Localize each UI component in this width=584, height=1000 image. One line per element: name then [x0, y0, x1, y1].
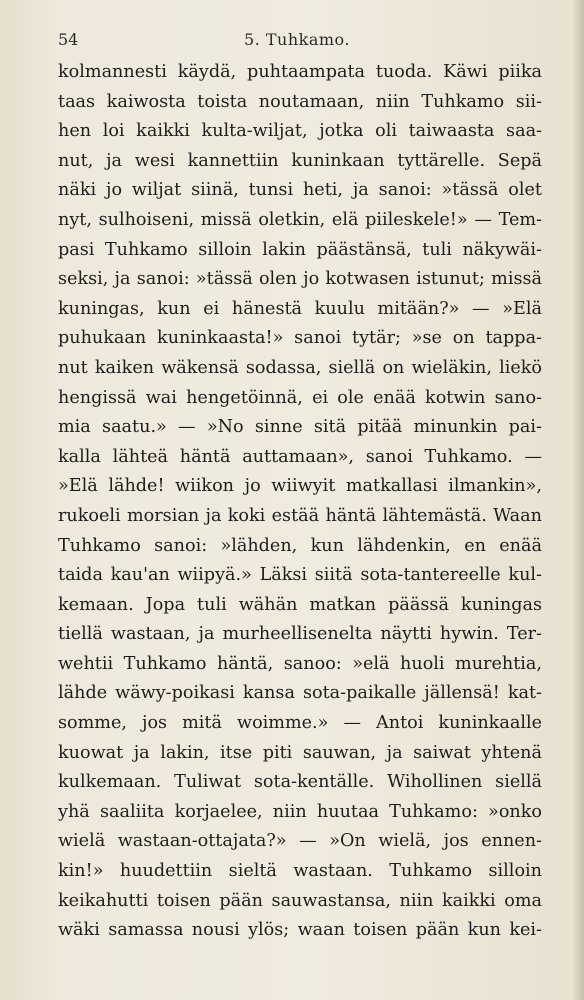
- text-line: rukoeli morsian ja koki estää häntä lähtemästä. Waan: [58, 505, 542, 526]
- text-line: somme, jos mitä woimme.» — Antoi kuninkaalle: [58, 713, 542, 734]
- text-line: pasi Tuhkamo silloin lakin päästänsä, tuli näkywäi-: [58, 239, 542, 260]
- page-edge-shadow: [572, 0, 584, 1000]
- text-line: hengissä wai hengetöinnä, ei ole enää kotwin sano-: [58, 387, 542, 408]
- text-line: wäki samassa nousi ylös; waan toisen pään kun kei-: [58, 920, 542, 941]
- text-line: keikahutti toisen pään sauwastansa, niin kaikki oma: [58, 890, 542, 911]
- text-line: nyt, sulhoiseni, missä oletkin, elä piileskele!» — Tem-: [58, 209, 542, 230]
- running-title: 5. Tuhkamo.: [244, 30, 350, 49]
- text-line: taida kau'an wiipyä.» Läksi siitä sota-tantereelle kul-: [58, 565, 542, 586]
- text-line: kin!» huudettiin sieltä wastaan. Tuhkamo silloin: [58, 861, 542, 882]
- text-line: Tuhkamo sanoi: »lähden, kun lähdenkin, en enää: [58, 535, 542, 556]
- text-line: taas kaiwosta toista noutamaan, niin Tuhkamo sii-: [58, 91, 542, 112]
- text-line: seksi, ja sanoi: »tässä olen jo kotwasen istunut; missä: [58, 269, 542, 290]
- text-line: wielä wastaan-ottajata?» — »On wielä, jos ennen-: [58, 831, 542, 852]
- text-line: näki jo wiljat siinä, tunsi heti, ja sanoi: »tässä olet: [58, 180, 542, 201]
- page-number: 54: [58, 30, 79, 49]
- text-line: mia saatu.» — »No sinne sitä pitää minunkin pai-: [58, 417, 542, 438]
- page-header: [58, 30, 536, 52]
- text-line: puhukaan kuninkaasta!» sanoi tytär; »se on tappa-: [58, 328, 542, 349]
- text-line: hen loi kaikki kulta-wiljat, jotka oli taiwaasta saa-: [58, 121, 542, 142]
- text-line: kulkemaan. Tuliwat sota-kentälle. Wihollinen siellä: [58, 772, 542, 793]
- text-line: yhä saaliita korjaelee, niin huutaa Tuhkamo: »onko: [58, 801, 542, 822]
- text-line: kemaan. Jopa tuli wähän matkan päässä kuningas: [58, 594, 542, 615]
- text-line: kolmannesti käydä, puhtaampata tuoda. Käwi piika: [58, 62, 542, 82]
- text-line: nut, ja wesi kannettiin kuninkaan tyttärelle. Sepä: [58, 150, 542, 171]
- text-line: »Elä lähde! wiikon jo wiiwyit matkallasi ilmankin»,: [58, 476, 542, 497]
- text-line: nut kaiken wäkensä sodassa, siellä on wieläkin, liekö: [58, 357, 542, 378]
- text-line: kalla lähteä häntä auttamaan», sanoi Tuhkamo. —: [58, 446, 542, 467]
- text-line: kuningas, kun ei hänestä kuulu mitään?» — »Elä: [58, 298, 542, 319]
- text-line: lähde wäwy-poikasi kansa sota-paikalle jällensä! kat-: [58, 683, 542, 704]
- text-line: kuowat ja lakin, itse piti sauwan, ja saiwat yhtenä: [58, 742, 542, 763]
- text-line: tiellä wastaan, ja murheellisenelta näytti hywin. Ter-: [58, 624, 542, 645]
- body-text: [58, 58, 542, 946]
- text-line: wehtii Tuhkamo häntä, sanoo: »elä huoli murehtia,: [58, 653, 542, 674]
